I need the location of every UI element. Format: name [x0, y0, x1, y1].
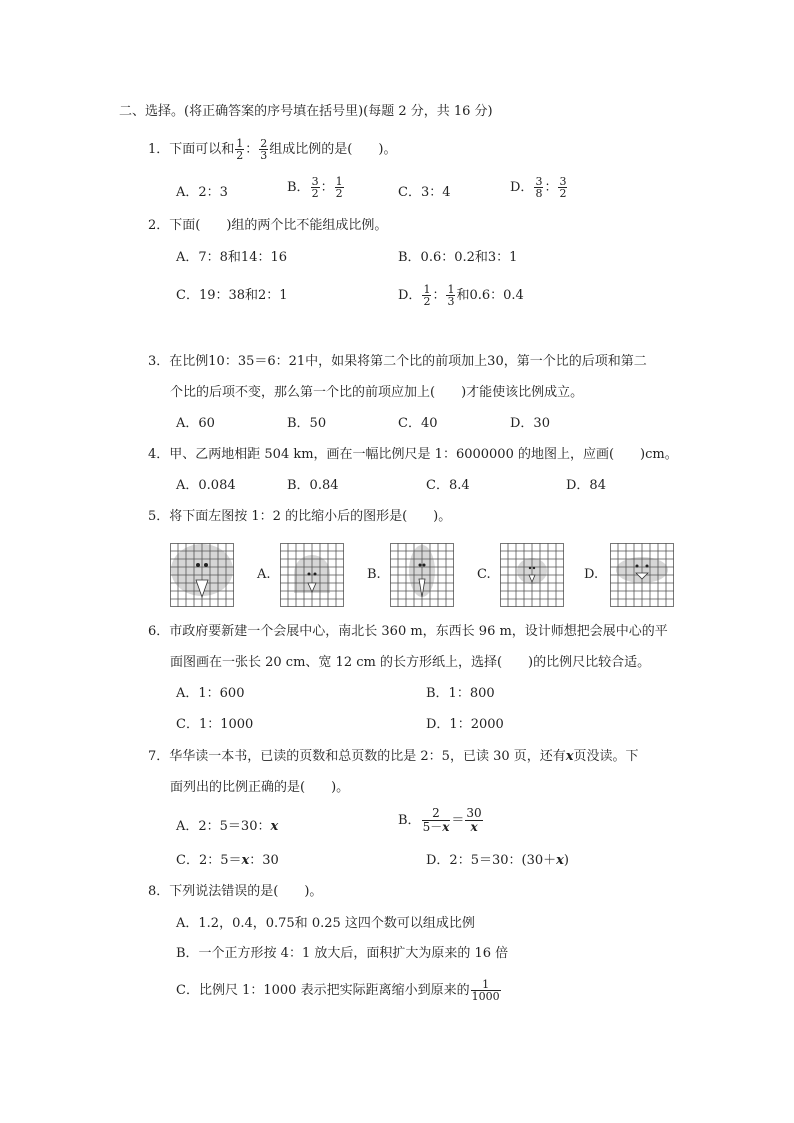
figure-original [170, 543, 234, 607]
question-3-line-1: 3．在比例10：35＝6：21中，如果将第二个比的前项加上30，第一个比的后项和第二 [148, 354, 647, 369]
question-8-stem: 8．下列说法错误的是( )。 [148, 884, 323, 899]
question-4-stem: 4．甲、乙两地相距 504 km，画在一幅比例尺是 1：6000000 的地图上，应画( )cm。 [148, 447, 678, 462]
question-1-stem: 1．下面可以和 $\frac{1}{2}$ ： $\frac{2}{3}$ 组成比例的是( )。 [148, 137, 397, 162]
option-d-label: D. [584, 567, 599, 582]
q3-option-c: C．40 [398, 416, 438, 431]
question-3-line-2: 个比的后项不变，那么第一个比的前项应加上( )才能使该比例成立。 [170, 385, 584, 400]
option-b-label: B. [367, 567, 381, 582]
figure-option-b [390, 543, 454, 607]
q7-option-c: C．2：5＝x：30 [176, 853, 279, 868]
q2-option-a: A．7：8和14：16 [176, 250, 288, 265]
q2-option-c: C．19：38和2：1 [176, 288, 288, 303]
question-7-line-1: 7．华华读一本书，已读的页数和总页数的比是 2：5，已读 30 页，还有x页没读。下 [148, 749, 639, 764]
q8-option-a: A．1.2，0.4，0.75和 0.25 这四个数可以组成比例 [176, 916, 475, 931]
question-5-stem: 5．将下面左图按 1：2 的比缩小后的图形是( )。 [148, 509, 452, 524]
q7-option-d: D．2：5＝30：(30＋x) [426, 853, 569, 868]
q2-option-d: D． $\frac{1}{2}$ ： $\frac{1}{3}$ 和0.6：0.4 [398, 283, 524, 308]
question-6-line-1: 6．市政府要新建一个会展中心，南北长 360 m，东西长 96 m，设计师想把会展中心的平 [148, 624, 668, 639]
q6-option-a: A．1：600 [176, 686, 245, 701]
q1-option-d: D． $\frac{3}{8}$ ： $\frac{3}{2}$ [510, 175, 567, 200]
q1-option-b: B． $\frac{3}{2}$ ： $\frac{1}{2}$ [287, 175, 343, 200]
option-a-label: A. [257, 567, 271, 582]
figure-option-d [610, 543, 674, 607]
q3-option-a: A．60 [176, 416, 215, 431]
q1-option-c: C．3：4 [398, 185, 451, 200]
q8-option-b: B．一个正方形按 4：1 放大后，面积扩大为原来的 16 倍 [176, 946, 509, 961]
q4-option-c: C．8.4 [426, 478, 470, 493]
q5-figures [170, 543, 675, 607]
q3-option-b: B．50 [287, 416, 327, 431]
q4-option-a: A．0.084 [176, 478, 236, 493]
q6-option-d: D．1：2000 [426, 717, 504, 732]
q4-option-d: D．84 [566, 478, 606, 493]
q2-option-b: B．0.6：0.2和3：1 [398, 250, 518, 265]
q8-option-c: C．比例尺 1：1000 表示把实际距离缩小到原来的 $\frac{1}{1000}$ [176, 978, 500, 1003]
q1-option-a: A．2：3 [176, 185, 228, 200]
q4-option-b: B．0.84 [287, 478, 339, 493]
option-c-label: C. [477, 567, 491, 582]
fraction: $\frac{1}{2}$ [236, 137, 244, 162]
figure-option-c [500, 543, 564, 607]
q7-option-a: A．2：5＝30：x [176, 819, 279, 834]
question-6-line-2: 面图画在一张长 20 cm、宽 12 cm 的长方形纸上，选择( )的比例尺比较合适。 [170, 655, 651, 670]
fraction: $\frac{2}{3}$ [260, 137, 268, 162]
q3-option-d: D．30 [510, 416, 550, 431]
section-title: 二、选择。(将正确答案的序号填在括号里)(每题 2 分，共 16 分) [119, 104, 493, 119]
question-7-line-2: 面列出的比例正确的是( )。 [170, 780, 350, 795]
q6-option-c: C．1：1000 [176, 717, 254, 732]
q6-option-b: B．1：800 [426, 686, 495, 701]
figure-option-a [280, 543, 344, 607]
q7-option-b: B． $\frac{2}{5-x}$ ＝ $\frac{30}{x}$ [398, 806, 482, 834]
question-2-stem: 2．下面( )组的两个比不能组成比例。 [148, 218, 388, 233]
